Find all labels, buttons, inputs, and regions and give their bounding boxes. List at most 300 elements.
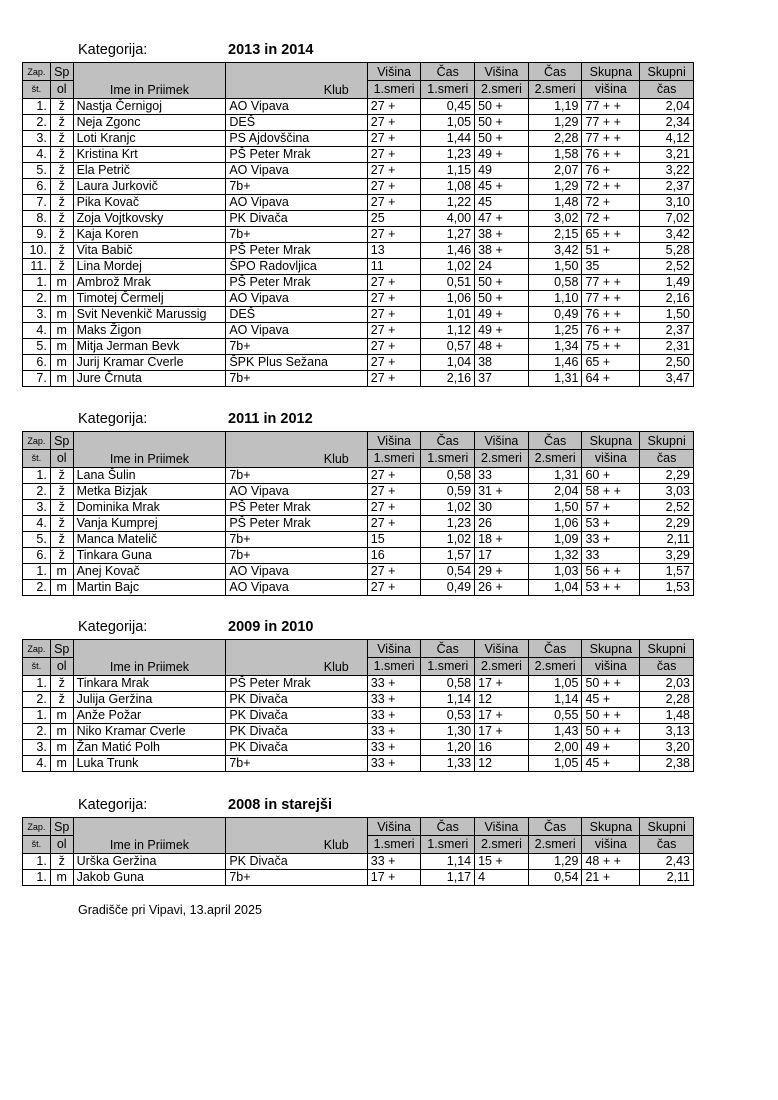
- cell-skupna-visina: 49 +: [582, 740, 640, 756]
- col-cas2-top: Čas: [528, 432, 582, 450]
- table-row: [23, 708, 694, 724]
- col-cas1-bot: 1.smeri: [421, 450, 475, 468]
- cell-skupni-cas: 2,29: [640, 468, 694, 484]
- cell-cas1: 1,01: [421, 307, 475, 323]
- col-klub: Klub: [226, 818, 367, 854]
- cell-cas1: 0,58: [421, 468, 475, 484]
- cell-visina1: 27 +: [367, 291, 421, 307]
- col-klub: Klub: [226, 640, 367, 676]
- cell-skupna-visina: 72 +: [582, 211, 640, 227]
- cell-klub: 7b+: [226, 548, 367, 564]
- cell-skupna-visina: 53 +: [582, 516, 640, 532]
- cell-visina1: 33 +: [367, 692, 421, 708]
- col-cas2-bot: 2.smeri: [528, 836, 582, 854]
- cell-zap: 1.: [23, 564, 51, 580]
- table-row: [23, 371, 694, 387]
- col-visina1-bot: 1.smeri: [367, 450, 421, 468]
- cell-skupni-cas: 2,29: [640, 516, 694, 532]
- col-ime: Ime in Priimek: [73, 818, 226, 854]
- col-visina1-bot: 1.smeri: [367, 658, 421, 676]
- cell-klub: 7b+: [226, 339, 367, 355]
- col-spol-bot: ol: [50, 658, 73, 676]
- cell-ime: Kristina Krt: [73, 147, 226, 163]
- cell-zap: 4.: [23, 323, 51, 339]
- cell-cas1: 0,51: [421, 275, 475, 291]
- cell-visina1: 27 +: [367, 195, 421, 211]
- col-skupna-top: Skupna: [582, 63, 640, 81]
- cell-spol: m: [50, 323, 73, 339]
- cell-visina1: 33 +: [367, 676, 421, 692]
- cell-skupna-visina: 77 + +: [582, 291, 640, 307]
- cell-klub: AO Vipava: [226, 323, 367, 339]
- cell-visina1: 27 +: [367, 500, 421, 516]
- col-zap-top: Zap.: [23, 432, 51, 450]
- cell-skupna-visina: 35: [582, 259, 640, 275]
- cell-zap: 11.: [23, 259, 51, 275]
- cell-visina1: 27 +: [367, 227, 421, 243]
- table-row: [23, 740, 694, 756]
- cell-skupna-visina: 57 +: [582, 500, 640, 516]
- cell-visina2: 33: [475, 468, 529, 484]
- col-cas1-top: Čas: [421, 432, 475, 450]
- cell-visina1: 27 +: [367, 564, 421, 580]
- table-row: [23, 291, 694, 307]
- cell-ime: Maks Žigon: [73, 323, 226, 339]
- cell-skupni-cas: 2,28: [640, 692, 694, 708]
- table-row: [23, 339, 694, 355]
- cell-cas2: 0,49: [528, 307, 582, 323]
- cell-klub: ŠPO Radovljica: [226, 259, 367, 275]
- cell-skupna-visina: 76 + +: [582, 323, 640, 339]
- cell-skupna-visina: 51 +: [582, 243, 640, 259]
- cell-zap: 4.: [23, 147, 51, 163]
- cell-klub: 7b+: [226, 870, 367, 886]
- cell-cas1: 1,15: [421, 163, 475, 179]
- cell-ime: Manca Matelič: [73, 532, 226, 548]
- cell-visina2: 26 +: [475, 580, 529, 596]
- cell-cas2: 1,19: [528, 99, 582, 115]
- table-row: [23, 275, 694, 291]
- cell-skupni-cas: 1,53: [640, 580, 694, 596]
- cell-cas2: 1,06: [528, 516, 582, 532]
- cell-cas1: 1,08: [421, 179, 475, 195]
- cell-skupni-cas: 3,47: [640, 371, 694, 387]
- cell-visina2: 18 +: [475, 532, 529, 548]
- col-zap-bot: št.: [23, 836, 51, 854]
- cell-zap: 3.: [23, 500, 51, 516]
- cell-visina1: 27 +: [367, 147, 421, 163]
- cell-visina2: 49: [475, 163, 529, 179]
- cell-spol: ž: [50, 259, 73, 275]
- cell-visina2: 15 +: [475, 854, 529, 870]
- col-visina1-top: Višina: [367, 640, 421, 658]
- cell-spol: ž: [50, 468, 73, 484]
- cell-ime: Tinkara Guna: [73, 548, 226, 564]
- cell-spol: ž: [50, 484, 73, 500]
- cell-klub: PK Divača: [226, 740, 367, 756]
- table-row: [23, 99, 694, 115]
- cell-klub: DEŠ: [226, 307, 367, 323]
- results-table: [22, 639, 694, 772]
- cell-skupni-cas: 2,11: [640, 532, 694, 548]
- cell-visina2: 49 +: [475, 147, 529, 163]
- cell-cas1: 1,23: [421, 516, 475, 532]
- cell-cas1: 1,04: [421, 355, 475, 371]
- cell-skupna-visina: 65 +: [582, 355, 640, 371]
- cell-zap: 6.: [23, 548, 51, 564]
- cell-visina1: 27 +: [367, 580, 421, 596]
- table-row: [23, 211, 694, 227]
- cell-cas2: 0,58: [528, 275, 582, 291]
- col-spol-bot: ol: [50, 836, 73, 854]
- cell-cas1: 1,23: [421, 147, 475, 163]
- cell-cas2: 1,46: [528, 355, 582, 371]
- cell-cas1: 1,22: [421, 195, 475, 211]
- cell-klub: PŠ Peter Mrak: [226, 275, 367, 291]
- cell-visina1: 33 +: [367, 854, 421, 870]
- cell-spol: m: [50, 870, 73, 886]
- cell-skupna-visina: 64 +: [582, 371, 640, 387]
- cell-ime: Jurij Kramar Cverle: [73, 355, 226, 371]
- cell-visina2: 50 +: [475, 115, 529, 131]
- table-row: [23, 195, 694, 211]
- cell-spol: m: [50, 724, 73, 740]
- col-cas1-bot: 1.smeri: [421, 836, 475, 854]
- cell-ime: Zoja Vojtkovsky: [73, 211, 226, 227]
- table-row: [23, 259, 694, 275]
- table-row: [23, 243, 694, 259]
- cell-spol: m: [50, 355, 73, 371]
- col-skupna-bot: višina: [582, 450, 640, 468]
- col-spol-bot: ol: [50, 81, 73, 99]
- cell-visina1: 11: [367, 259, 421, 275]
- cell-cas1: 1,12: [421, 323, 475, 339]
- cell-zap: 3.: [23, 740, 51, 756]
- cell-visina1: 27 +: [367, 371, 421, 387]
- cell-skupni-cas: 3,21: [640, 147, 694, 163]
- cell-cas2: 1,34: [528, 339, 582, 355]
- cell-skupna-visina: 77 + +: [582, 99, 640, 115]
- cell-visina1: 33 +: [367, 756, 421, 772]
- col-spol-top: Sp: [50, 818, 73, 836]
- category-value: 2013 in 2014: [228, 42, 314, 58]
- cell-visina2: 37: [475, 371, 529, 387]
- cell-cas2: 2,15: [528, 227, 582, 243]
- col-klub: Klub: [226, 63, 367, 99]
- col-visina2-top: Višina: [475, 818, 529, 836]
- cell-skupni-cas: 3,10: [640, 195, 694, 211]
- cell-ime: Kaja Koren: [73, 227, 226, 243]
- col-cas2-bot: 2.smeri: [528, 81, 582, 99]
- cell-zap: 7.: [23, 195, 51, 211]
- cell-skupni-cas: 2,11: [640, 870, 694, 886]
- table-header: [23, 432, 694, 468]
- cell-skupni-cas: 3,03: [640, 484, 694, 500]
- cell-skupni-cas: 3,13: [640, 724, 694, 740]
- cell-spol: ž: [50, 179, 73, 195]
- cell-skupna-visina: 58 + +: [582, 484, 640, 500]
- col-skupni-top: Skupni: [640, 432, 694, 450]
- cell-zap: 1.: [23, 468, 51, 484]
- cell-skupna-visina: 76 +: [582, 163, 640, 179]
- cell-ime: Timotej Čermelj: [73, 291, 226, 307]
- cell-klub: AO Vipava: [226, 99, 367, 115]
- category-value: 2009 in 2010: [228, 619, 314, 635]
- table-row: [23, 323, 694, 339]
- cell-visina2: 50 +: [475, 131, 529, 147]
- cell-zap: 2.: [23, 580, 51, 596]
- cell-cas2: 1,31: [528, 468, 582, 484]
- cell-zap: 1.: [23, 708, 51, 724]
- cell-cas1: 1,57: [421, 548, 475, 564]
- cell-cas2: 1,31: [528, 371, 582, 387]
- cell-cas2: 1,04: [528, 580, 582, 596]
- cell-skupna-visina: 77 + +: [582, 275, 640, 291]
- cell-klub: 7b+: [226, 227, 367, 243]
- category-heading: [22, 619, 694, 639]
- cell-cas2: 0,55: [528, 708, 582, 724]
- cell-skupni-cas: 1,50: [640, 307, 694, 323]
- col-visina2-top: Višina: [475, 432, 529, 450]
- cell-cas1: 1,33: [421, 756, 475, 772]
- cell-visina1: 16: [367, 548, 421, 564]
- col-ime: Ime in Priimek: [73, 63, 226, 99]
- cell-cas2: 0,54: [528, 870, 582, 886]
- cell-skupna-visina: 65 + +: [582, 227, 640, 243]
- table-row: [23, 484, 694, 500]
- cell-ime: Lina Mordej: [73, 259, 226, 275]
- cell-visina2: 48 +: [475, 339, 529, 355]
- cell-zap: 2.: [23, 484, 51, 500]
- cell-zap: 8.: [23, 211, 51, 227]
- cell-skupni-cas: 1,49: [640, 275, 694, 291]
- cell-klub: 7b+: [226, 532, 367, 548]
- cell-spol: m: [50, 275, 73, 291]
- cell-zap: 4.: [23, 756, 51, 772]
- cell-skupna-visina: 77 + +: [582, 131, 640, 147]
- cell-spol: ž: [50, 548, 73, 564]
- table-header: [23, 63, 694, 99]
- cell-klub: PŠ Peter Mrak: [226, 147, 367, 163]
- table-row: [23, 147, 694, 163]
- col-spol-bot: ol: [50, 450, 73, 468]
- col-ime: Ime in Priimek: [73, 640, 226, 676]
- cell-ime: Anej Kovač: [73, 564, 226, 580]
- cell-ime: Niko Kramar Cverle: [73, 724, 226, 740]
- cell-skupna-visina: 72 +: [582, 195, 640, 211]
- col-visina2-bot: 2.smeri: [475, 81, 529, 99]
- cell-ime: Vanja Kumprej: [73, 516, 226, 532]
- cell-ime: Ela Petrič: [73, 163, 226, 179]
- cell-cas1: 2,16: [421, 371, 475, 387]
- cell-spol: m: [50, 708, 73, 724]
- cell-ime: Laura Jurkovič: [73, 179, 226, 195]
- table-row: [23, 179, 694, 195]
- cell-cas2: 2,28: [528, 131, 582, 147]
- cell-visina1: 15: [367, 532, 421, 548]
- cell-skupna-visina: 56 + +: [582, 564, 640, 580]
- col-zap-bot: št.: [23, 81, 51, 99]
- cell-cas1: 0,45: [421, 99, 475, 115]
- cell-zap: 1.: [23, 870, 51, 886]
- cell-klub: PS Ajdovščina: [226, 131, 367, 147]
- cell-cas1: 1,06: [421, 291, 475, 307]
- cell-cas1: 1,02: [421, 500, 475, 516]
- cell-klub: ŠPK Plus Sežana: [226, 355, 367, 371]
- cell-ime: Urška Geržina: [73, 854, 226, 870]
- cell-skupni-cas: 3,42: [640, 227, 694, 243]
- table-row: [23, 870, 694, 886]
- cell-visina1: 27 +: [367, 163, 421, 179]
- col-ime: Ime in Priimek: [73, 432, 226, 468]
- table-row: [23, 564, 694, 580]
- cell-visina2: 45 +: [475, 179, 529, 195]
- cell-ime: Pika Kovač: [73, 195, 226, 211]
- col-skupna-top: Skupna: [582, 640, 640, 658]
- cell-cas2: 1,50: [528, 500, 582, 516]
- footer-place-date: Gradišče pri Vipavi, 13.april 2025: [78, 903, 262, 917]
- cell-spol: ž: [50, 131, 73, 147]
- cell-cas1: 1,27: [421, 227, 475, 243]
- cell-skupni-cas: 4,12: [640, 131, 694, 147]
- cell-cas2: 2,07: [528, 163, 582, 179]
- cell-skupna-visina: 48 + +: [582, 854, 640, 870]
- cell-skupni-cas: 3,20: [640, 740, 694, 756]
- cell-ime: Nastja Černigoj: [73, 99, 226, 115]
- table-body: [23, 99, 694, 387]
- cell-visina1: 27 +: [367, 516, 421, 532]
- table-row: [23, 516, 694, 532]
- col-cas2-top: Čas: [528, 63, 582, 81]
- cell-skupni-cas: 2,43: [640, 854, 694, 870]
- cell-cas1: 0,49: [421, 580, 475, 596]
- cell-ime: Julija Geržina: [73, 692, 226, 708]
- category-section: [22, 797, 694, 886]
- cell-ime: Lana Šulin: [73, 468, 226, 484]
- cell-spol: ž: [50, 163, 73, 179]
- col-skupni-top: Skupni: [640, 818, 694, 836]
- results-table: [22, 817, 694, 886]
- cell-zap: 3.: [23, 307, 51, 323]
- category-label: Kategorija:: [78, 797, 148, 813]
- cell-cas1: 1,02: [421, 532, 475, 548]
- cell-spol: ž: [50, 500, 73, 516]
- cell-klub: PŠ Peter Mrak: [226, 243, 367, 259]
- cell-visina1: 33 +: [367, 708, 421, 724]
- table-row: [23, 756, 694, 772]
- cell-cas1: 1,20: [421, 740, 475, 756]
- cell-klub: 7b+: [226, 468, 367, 484]
- cell-visina2: 16: [475, 740, 529, 756]
- cell-spol: ž: [50, 692, 73, 708]
- cell-zap: 2.: [23, 291, 51, 307]
- col-spol-top: Sp: [50, 640, 73, 658]
- cell-zap: 5.: [23, 532, 51, 548]
- cell-ime: Metka Bizjak: [73, 484, 226, 500]
- col-cas2-top: Čas: [528, 818, 582, 836]
- cell-visina2: 17 +: [475, 724, 529, 740]
- cell-cas1: 1,30: [421, 724, 475, 740]
- cell-skupni-cas: 2,38: [640, 756, 694, 772]
- cell-skupni-cas: 1,48: [640, 708, 694, 724]
- cell-zap: 2.: [23, 115, 51, 131]
- cell-visina1: 27 +: [367, 275, 421, 291]
- cell-skupni-cas: 2,52: [640, 259, 694, 275]
- cell-visina2: 31 +: [475, 484, 529, 500]
- cell-klub: DEŠ: [226, 115, 367, 131]
- cell-zap: 9.: [23, 227, 51, 243]
- table-row: [23, 468, 694, 484]
- table-row: [23, 854, 694, 870]
- col-visina2-top: Višina: [475, 63, 529, 81]
- table-row: [23, 500, 694, 516]
- cell-ime: Loti Kranjc: [73, 131, 226, 147]
- cell-klub: PK Divača: [226, 708, 367, 724]
- cell-visina2: 29 +: [475, 564, 529, 580]
- cell-ime: Luka Trunk: [73, 756, 226, 772]
- cell-ime: Ambrož Mrak: [73, 275, 226, 291]
- category-heading: [22, 797, 694, 817]
- table-row: [23, 724, 694, 740]
- cell-visina1: 27 +: [367, 131, 421, 147]
- cell-cas2: 1,05: [528, 756, 582, 772]
- cell-klub: PK Divača: [226, 692, 367, 708]
- cell-skupna-visina: 76 + +: [582, 147, 640, 163]
- col-skupni-bot: čas: [640, 450, 694, 468]
- table-row: [23, 355, 694, 371]
- col-skupna-bot: višina: [582, 81, 640, 99]
- cell-klub: PŠ Peter Mrak: [226, 516, 367, 532]
- cell-visina2: 49 +: [475, 307, 529, 323]
- category-heading: [22, 411, 694, 431]
- cell-ime: Tinkara Mrak: [73, 676, 226, 692]
- cell-skupni-cas: 2,37: [640, 179, 694, 195]
- category-label: Kategorija:: [78, 619, 148, 635]
- cell-cas2: 1,29: [528, 179, 582, 195]
- col-visina2-bot: 2.smeri: [475, 658, 529, 676]
- cell-visina2: 30: [475, 500, 529, 516]
- cell-skupni-cas: 2,37: [640, 323, 694, 339]
- cell-visina2: 17 +: [475, 676, 529, 692]
- cell-visina2: 17 +: [475, 708, 529, 724]
- cell-cas2: 1,10: [528, 291, 582, 307]
- cell-visina1: 27 +: [367, 323, 421, 339]
- cell-spol: m: [50, 740, 73, 756]
- cell-skupna-visina: 50 + +: [582, 676, 640, 692]
- cell-skupni-cas: 7,02: [640, 211, 694, 227]
- cell-spol: ž: [50, 243, 73, 259]
- cell-klub: 7b+: [226, 756, 367, 772]
- cell-cas1: 1,14: [421, 854, 475, 870]
- col-cas2-top: Čas: [528, 640, 582, 658]
- cell-skupna-visina: 33 +: [582, 532, 640, 548]
- cell-cas1: 1,02: [421, 259, 475, 275]
- cell-cas1: 1,14: [421, 692, 475, 708]
- cell-zap: 1.: [23, 99, 51, 115]
- col-zap-bot: št.: [23, 658, 51, 676]
- cell-visina2: 38 +: [475, 227, 529, 243]
- cell-visina2: 47 +: [475, 211, 529, 227]
- cell-cas2: 1,05: [528, 676, 582, 692]
- cell-cas2: 2,04: [528, 484, 582, 500]
- cell-cas2: 2,00: [528, 740, 582, 756]
- table-body: [23, 854, 694, 886]
- col-visina1-top: Višina: [367, 818, 421, 836]
- cell-klub: PK Divača: [226, 724, 367, 740]
- cell-zap: 10.: [23, 243, 51, 259]
- cell-spol: ž: [50, 115, 73, 131]
- cell-klub: AO Vipava: [226, 291, 367, 307]
